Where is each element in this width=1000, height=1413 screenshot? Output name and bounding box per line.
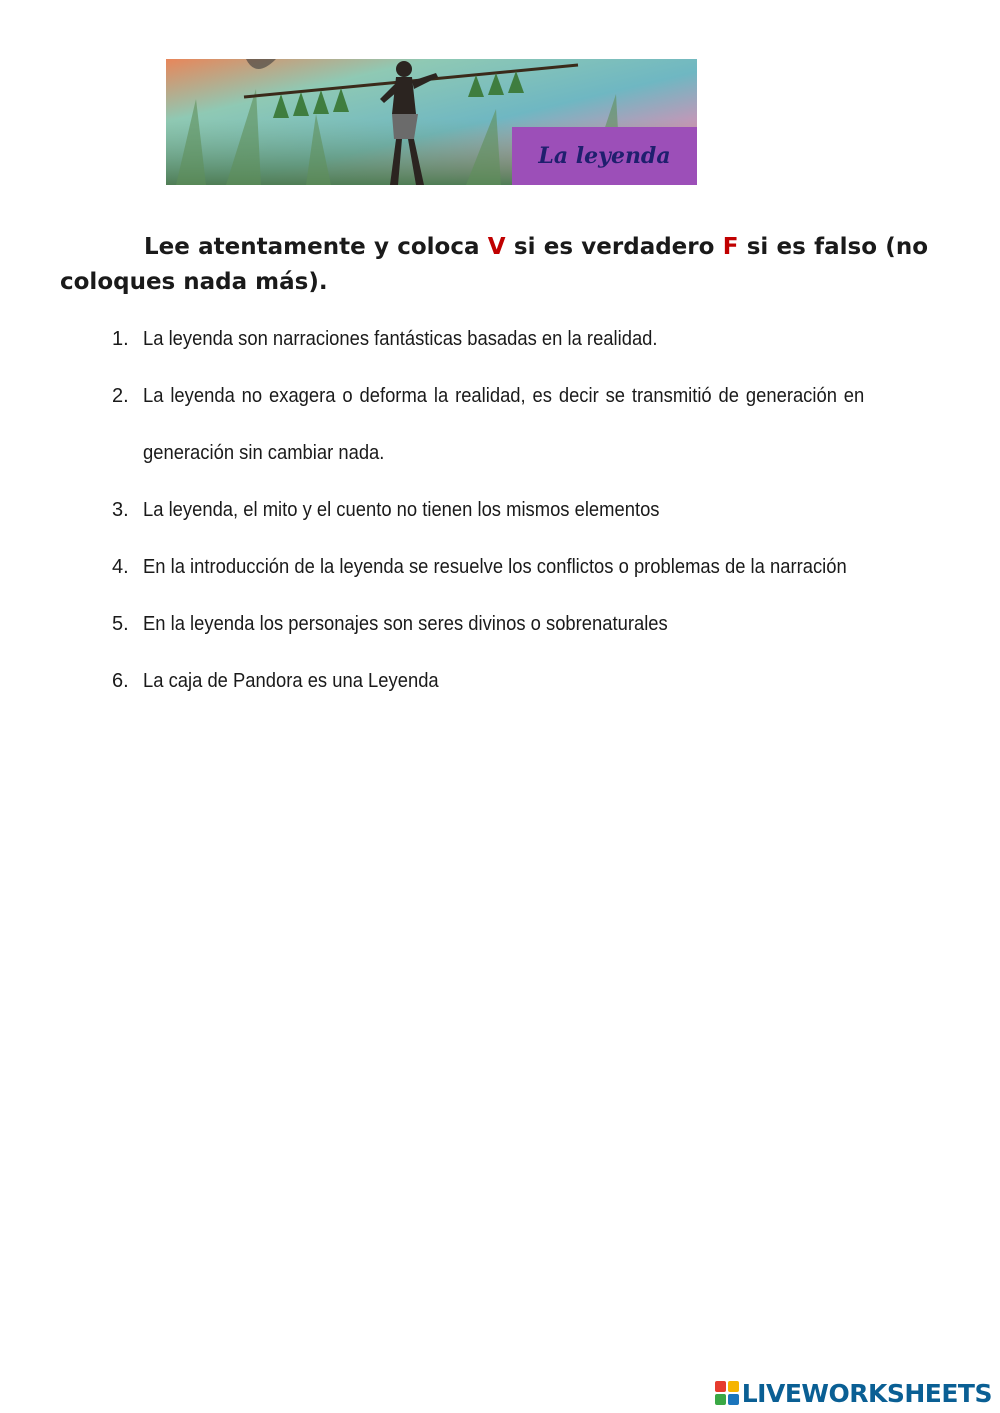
- false-mark: F: [722, 234, 739, 260]
- statement-number: 2.: [112, 385, 129, 407]
- statement-text: La leyenda son narraciones fantásticas basadas en la realidad.: [143, 328, 658, 350]
- statement-item-4: [112, 539, 927, 596]
- statement-item-2: [112, 368, 927, 482]
- statement-number: 6.: [112, 670, 129, 692]
- banner-title-box: [512, 127, 697, 185]
- statement-list: [112, 311, 927, 710]
- instructions-text-3: si es falso (no coloques nada más).: [60, 234, 928, 295]
- statement-text: En la leyenda los personajes son seres divinos o sobrenaturales: [143, 613, 668, 635]
- statement-item-3: [112, 482, 927, 539]
- statement-number: 5.: [112, 613, 129, 635]
- banner-title: La leyenda: [538, 143, 671, 169]
- statement-number: 3.: [112, 499, 129, 521]
- instructions-text-1: Lee atentamente y coloca: [144, 234, 488, 260]
- liveworksheets-logo[interactable]: [715, 1378, 992, 1408]
- statement-text: La caja de Pandora es una Leyenda: [143, 670, 439, 692]
- statement-text: La leyenda no exagera o deforma la realidad, es decir se transmitió de generación en generación sin cambiar nada.: [143, 385, 865, 464]
- logo-text: LIVEWORKSHEETS: [741, 1378, 992, 1408]
- statement-item-1: [112, 311, 927, 368]
- header-banner-image: [166, 59, 697, 185]
- statement-number: 4.: [112, 556, 129, 578]
- instructions-text-2: si es verdadero: [505, 234, 723, 260]
- statement-text: En la introducción de la leyenda se resuelve los conflictos o problemas de la narración: [143, 556, 847, 578]
- liveworksheets-logo-icon: [715, 1381, 739, 1405]
- instructions-paragraph: [60, 230, 928, 300]
- statement-text: La leyenda, el mito y el cuento no tienen los mismos elementos: [143, 499, 660, 521]
- statement-number: 1.: [112, 328, 129, 350]
- true-mark: V: [487, 234, 506, 260]
- statement-item-5: [112, 596, 927, 653]
- statement-item-6: [112, 653, 927, 710]
